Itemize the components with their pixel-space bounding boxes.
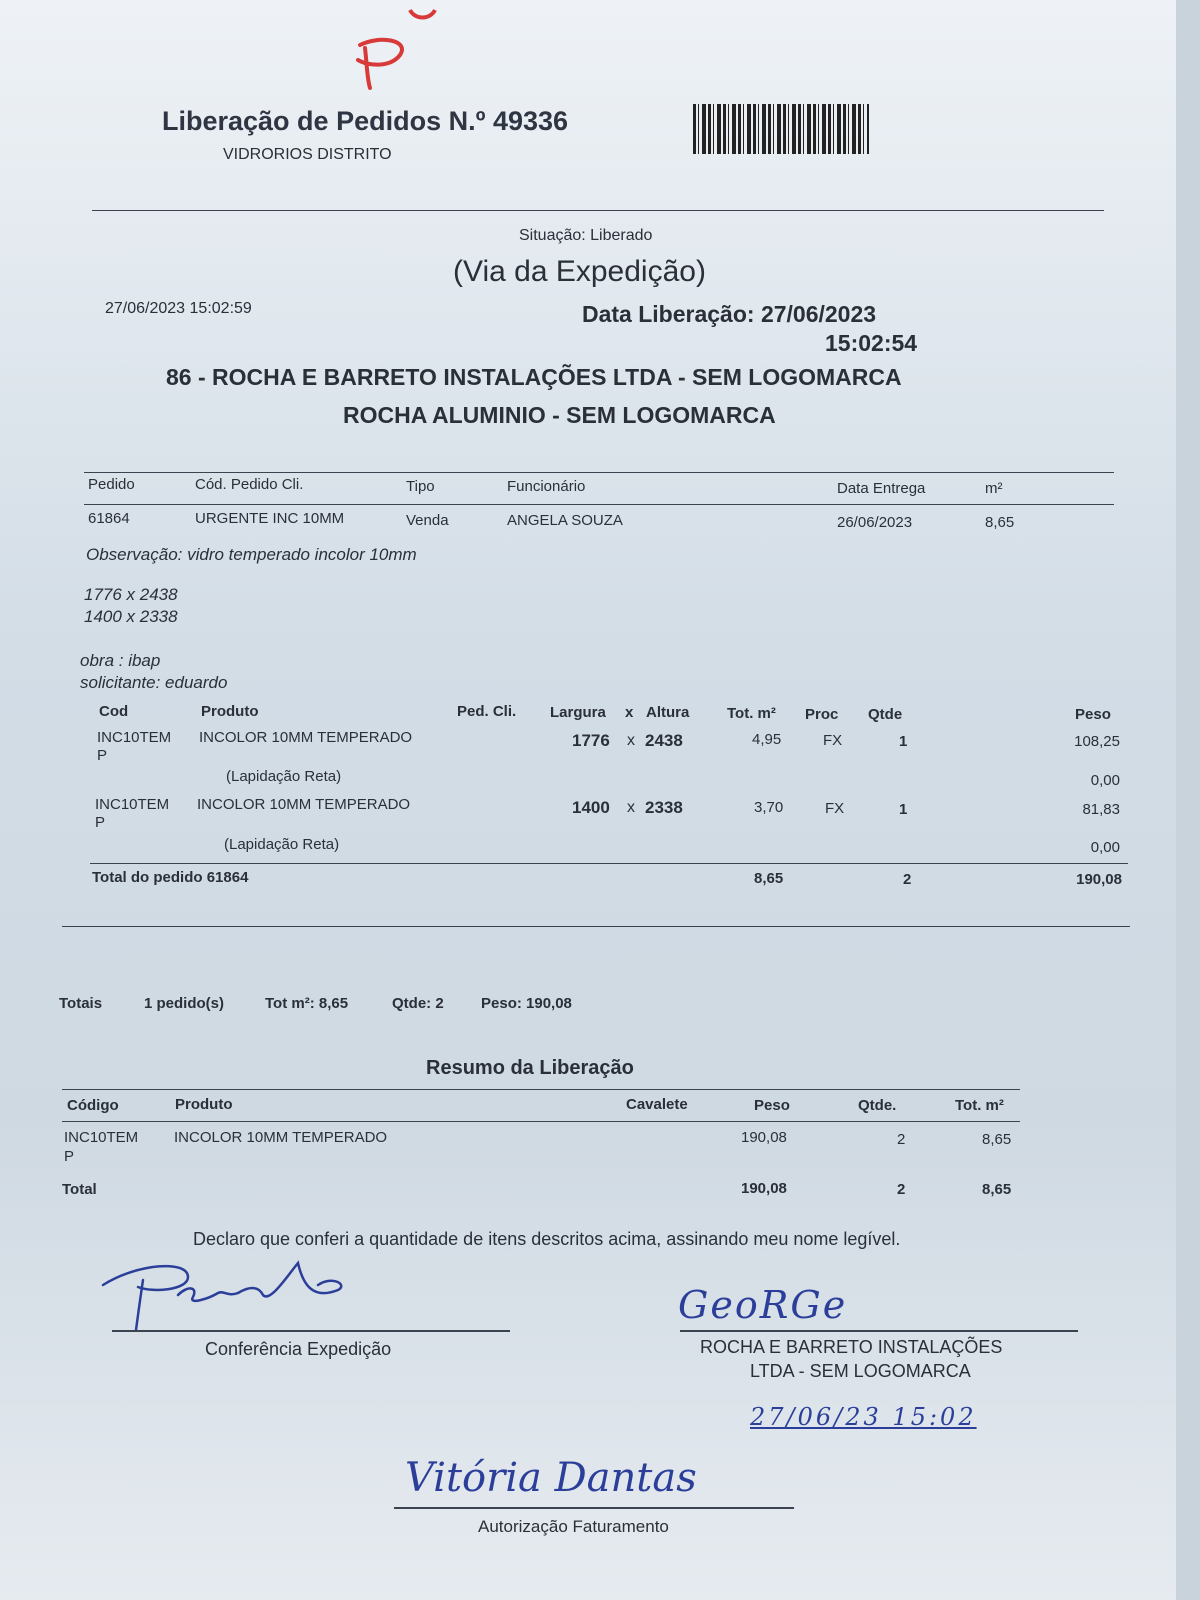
totals-m2: Tot m²: 8,65 bbox=[265, 995, 349, 1012]
item-product: INCOLOR 10MM TEMPERADO bbox=[197, 796, 411, 813]
items-col-cod: Cod bbox=[99, 703, 129, 720]
observation-text: Observação: vidro temperado incolor 10mm bbox=[86, 545, 417, 564]
item-code: INC10TEM bbox=[97, 729, 172, 746]
summary-product: INCOLOR 10MM TEMPERADO bbox=[174, 1129, 388, 1146]
items-col-tot-m2: Tot. m² bbox=[727, 705, 776, 722]
autorizacao-label: Autorização Faturamento bbox=[478, 1517, 669, 1536]
summary-col-tot-m2: Tot. m² bbox=[955, 1097, 1004, 1114]
item-height: 2438 bbox=[645, 731, 683, 750]
items-col-x: x bbox=[625, 704, 634, 721]
order-col-pedido: Pedido bbox=[88, 476, 135, 493]
client-name: 86 - ROCHA E BARRETO INSTALAÇÕES LTDA - SEM LOGOMARCA bbox=[166, 364, 902, 390]
order-col-data-entrega: Data Entrega bbox=[837, 480, 926, 497]
item-proc: FX bbox=[825, 800, 845, 817]
declaration-text: Declaro que conferi a quantidade de itens descritos acima, assinando meu nome legível. bbox=[193, 1229, 901, 1249]
item-product: INCOLOR 10MM TEMPERADO bbox=[199, 729, 413, 746]
item-finishing-peso: 0,00 bbox=[1090, 839, 1120, 856]
items-col-altura: Altura bbox=[646, 704, 690, 721]
items-col-largura: Largura bbox=[550, 704, 606, 721]
item-tot-m2: 3,70 bbox=[754, 799, 784, 816]
handwritten-date: 27/06/23 15:02 bbox=[750, 1403, 977, 1431]
item-height: 2338 bbox=[645, 798, 683, 817]
item-qtde: 1 bbox=[899, 801, 908, 818]
item-proc: FX bbox=[823, 732, 843, 749]
summary-total-peso: 190,08 bbox=[741, 1180, 787, 1197]
signature-line bbox=[112, 1330, 510, 1332]
divider bbox=[62, 926, 1130, 927]
item-code-cont: P bbox=[95, 814, 106, 831]
print-datetime: 27/06/2023 15:02:59 bbox=[105, 300, 252, 317]
item-peso: 81,83 bbox=[1082, 801, 1120, 818]
delivery-date: 26/06/2023 bbox=[837, 514, 913, 531]
summary-col-qtde: Qtde. bbox=[858, 1097, 897, 1114]
note-line: solicitante: eduardo bbox=[80, 673, 228, 692]
item-code: INC10TEM bbox=[95, 796, 170, 813]
order-col-m2: m² bbox=[985, 480, 1003, 497]
item-width: 1400 bbox=[572, 798, 610, 817]
order-col-tipo: Tipo bbox=[406, 478, 435, 495]
order-total-label: Total do pedido 61864 bbox=[92, 869, 249, 886]
item-x: x bbox=[627, 732, 635, 749]
client-trade-name: ROCHA ALUMINIO - SEM LOGOMARCA bbox=[343, 402, 776, 428]
barcode-image bbox=[693, 104, 869, 154]
totals-orders: 1 pedido(s) bbox=[144, 995, 225, 1012]
signature-client: GeoRGe bbox=[678, 1283, 848, 1327]
copy-type: (Via da Expedição) bbox=[453, 255, 706, 288]
items-col-produto: Produto bbox=[201, 703, 259, 720]
order-number: 61864 bbox=[88, 510, 130, 527]
release-time: 15:02:54 bbox=[825, 330, 918, 356]
divider bbox=[84, 504, 1114, 505]
item-qtde: 1 bbox=[899, 733, 908, 750]
signature-conferencia bbox=[98, 1255, 358, 1335]
item-finishing: (Lapidação Reta) bbox=[224, 836, 340, 853]
note-line: 1400 x 2338 bbox=[84, 607, 178, 626]
item-width: 1776 bbox=[572, 731, 610, 750]
status-text: Situação: Liberado bbox=[519, 227, 653, 244]
order-col-funcionario: Funcionário bbox=[507, 478, 586, 495]
item-peso: 108,25 bbox=[1074, 733, 1120, 750]
company-name: VIDRORIOS DISTRITO bbox=[223, 146, 392, 163]
handwritten-p-mark bbox=[340, 30, 420, 100]
order-type: Venda bbox=[406, 512, 449, 529]
order-total-m2: 8,65 bbox=[754, 870, 784, 887]
items-col-ped-cli: Ped. Cli. bbox=[457, 703, 517, 720]
order-total-peso: 190,08 bbox=[1076, 871, 1122, 888]
order-total-qtde: 2 bbox=[903, 871, 912, 888]
order-m2: 8,65 bbox=[985, 514, 1015, 531]
totals-label: Totais bbox=[59, 995, 103, 1012]
divider bbox=[90, 863, 1128, 864]
divider bbox=[84, 472, 1114, 473]
summary-total-tot: 8,65 bbox=[982, 1181, 1012, 1198]
item-finishing: (Lapidação Reta) bbox=[226, 768, 342, 785]
item-finishing-peso: 0,00 bbox=[1090, 772, 1120, 789]
divider bbox=[62, 1089, 1020, 1090]
item-code-cont: P bbox=[97, 747, 108, 764]
items-col-proc: Proc bbox=[805, 706, 839, 723]
divider bbox=[62, 1121, 1020, 1122]
divider bbox=[92, 210, 1104, 211]
summary-code-cont: P bbox=[64, 1148, 75, 1165]
client-signature-label-2: LTDA - SEM LOGOMARCA bbox=[750, 1361, 971, 1381]
summary-peso: 190,08 bbox=[741, 1129, 787, 1146]
note-line: obra : ibap bbox=[80, 651, 161, 670]
summary-total-label: Total bbox=[62, 1181, 97, 1198]
summary-col-codigo: Código bbox=[67, 1097, 119, 1114]
summary-col-cavalete: Cavalete bbox=[626, 1096, 688, 1113]
totals-peso: Peso: 190,08 bbox=[481, 995, 572, 1012]
summary-col-peso: Peso bbox=[754, 1097, 790, 1114]
summary-tot-m2: 8,65 bbox=[982, 1131, 1012, 1148]
signature-line bbox=[394, 1507, 794, 1509]
note-line: 1776 x 2438 bbox=[84, 585, 178, 604]
summary-qtde: 2 bbox=[897, 1131, 906, 1148]
summary-title: Resumo da Liberação bbox=[426, 1057, 634, 1079]
client-order-code: URGENTE INC 10MM bbox=[195, 510, 345, 527]
signature-autorizacao: Vitória Dantas bbox=[405, 1455, 697, 1501]
employee-name: ANGELA SOUZA bbox=[507, 512, 623, 529]
document-title: Liberação de Pedidos N.º 49336 bbox=[162, 106, 569, 136]
release-date: Data Liberação: 27/06/2023 bbox=[582, 301, 877, 327]
item-tot-m2: 4,95 bbox=[752, 731, 782, 748]
item-x: x bbox=[627, 799, 635, 816]
totals-qtde: Qtde: 2 bbox=[392, 995, 444, 1012]
conferencia-label: Conferência Expedição bbox=[205, 1339, 392, 1359]
items-col-peso: Peso bbox=[1075, 706, 1111, 723]
items-col-qtde: Qtde bbox=[868, 706, 903, 723]
summary-total-qtde: 2 bbox=[897, 1181, 906, 1198]
signature-line bbox=[680, 1330, 1078, 1332]
summary-code: INC10TEM bbox=[64, 1129, 139, 1146]
client-signature-label: ROCHA E BARRETO INSTALAÇÕES bbox=[700, 1337, 1003, 1357]
order-col-cod-cli: Cód. Pedido Cli. bbox=[195, 476, 304, 493]
summary-col-produto: Produto bbox=[175, 1096, 233, 1113]
